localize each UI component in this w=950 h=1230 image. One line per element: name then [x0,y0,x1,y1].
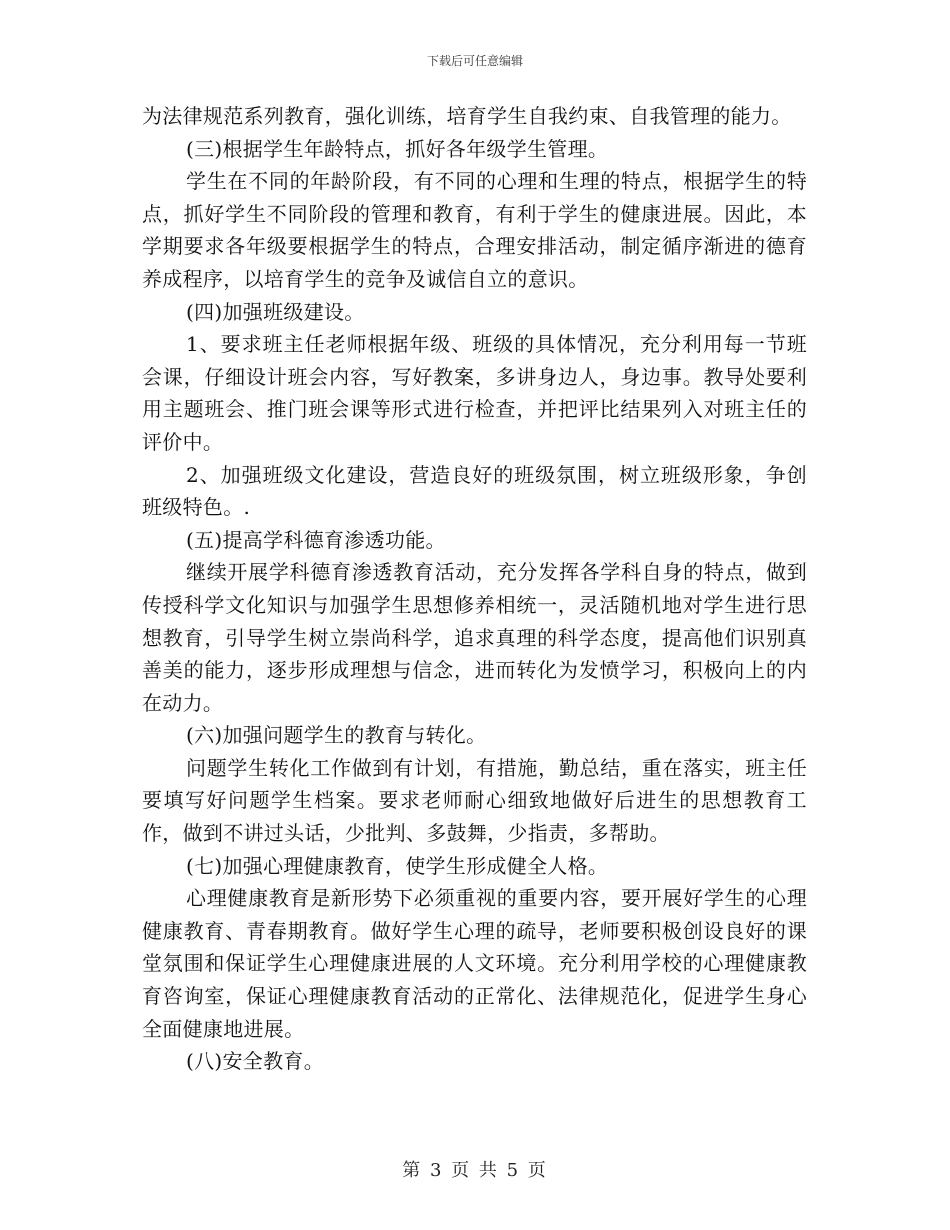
document-body [142,100,807,1078]
paragraph: 学生在不同的年龄阶段，有不同的心理和生理的特点，根据学生的特点，抓好学生不同阶段的管理和教育，有利于学生的健康进展。因此，本学期要求各年级要根据学生的特点，合理安排活动，制定循序渐进的德育养成程序，以培育学生的竞争及诚信自立的意识。 [142,169,807,291]
section-heading-7: (七)加强心理健康教育，使学生形成健全人格。 [186,853,609,878]
paragraph: 心理健康教育是新形势下必须重视的重要内容，要开展好学生的心理健康教育、青春期教育。做好学生心理的疏导，老师要积极创设良好的课堂氛围和保证学生心理健康进展的人文环境。充分利用学校的心理健康教育咨询室，保证心理健康教育活动的正常化、法律规范化，促进学生身心全面健康地进展。 [142,886,807,1041]
paragraph: 2、加强班级文化建设，营造良好的班级氛围，树立班级形象，争创班级特色。. [142,462,807,520]
section-heading-8: (八)安全教育。 [186,1049,325,1074]
section-heading-3: (三)根据学生年龄特点，抓好各年级学生管理。 [186,136,609,161]
section-heading-6: (六)加强问题学生的教育与转化。 [186,723,487,748]
section-heading-5: (五)提高学科德育渗透功能。 [186,527,446,552]
section-heading-4: (四)加强班级建设。 [186,299,365,324]
page-header: 下载后可任意编辑 [426,54,523,68]
page-footer: 第 3 页 共 5 页 [402,1160,548,1181]
paragraph: 1、要求班主任老师根据年级、班级的具体情况，充分利用每一节班会课，仔细设计班会内容，写好教案，多讲身边人，身边事。教导处要利用主题班会、推门班会课等形式进行检查，并把评比结果列入对班主任的评价中。 [142,332,807,454]
paragraph: 为法律规范系列教育，强化训练，培育学生自我约束、自我管理的能力。 [142,104,792,128]
paragraph: 继续开展学科德育渗透教育活动，充分发挥各学科自身的特点，做到传授科学文化知识与加强学生思想修养相统一，灵活随机地对学生进行思想教育，引导学生树立崇尚科学，追求真理的科学态度，提高他们识别真善美的能力，逐步形成理想与信念，进而转化为发愤学习，积极向上的内在动力。 [142,560,807,715]
paragraph: 问题学生转化工作做到有计划，有措施，勤总结，重在落实，班主任要填写好问题学生档案。要求老师耐心细致地做好后进生的思想教育工作，做到不讲过头话，少批判、多鼓舞，少指责，多帮助。 [142,755,807,846]
